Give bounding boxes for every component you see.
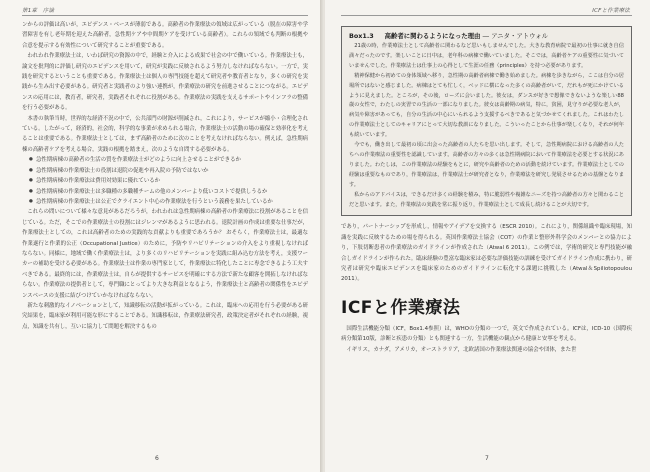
right-running-head-rule bbox=[341, 15, 632, 16]
box-paragraph: 精神保健から初めての身体領域へ移り，急性期の高齢者病棟で働き始めました。病棟を歩きながら，ここは自分の居場所ではないと感じました。病棟はとても忙しく，ベッドに横になった多くの高齢者がいて，だれもが死にかけているように見えました。ところが，その後，ローズに会いました。彼女は，ダンスが好きで想像できないような楽しい88歳の女性で，わたしの実習での生活の一部になりました。彼女は高齢期の病気，特に，貧困，見守りが必要な老人が，病気や障害があっても，自分の生活の中心にいられるよう支援するべきであると気づかせてくれました。これはわたしの作業療法士としてのキャリアにとって大切な教訓になりました。こういったことから仕事が楽しくなり，それが何年も続いています。 bbox=[349, 72, 624, 139]
box-paragraph: 21歳の時，作業療法士として高齢者に関わるなど思いもしませんでした。大きな教育病院で最初の仕事に就き自信満々だったのです。楽しいことに日中は，老年科の病棟で働いていました。そこでは，高齢者ケアの重要性に気づいていませんでした。作業療法士は仕事上の心得として生涯の任務（principles）を持つ必要があります。 bbox=[349, 43, 624, 69]
right-paragraph-after-box: であり，パートナーシップを形成し，情報やアイデアを交換する（ESCR 2010）。これにより，関係組織や臨床現場，知識を実践に反映するための場を得られる。英国作業療法士協会（COT）の作業と整形外科学会のメンバーとの協力により，下肢切断患者の作業療法のガイドラインが作成された（Atwal 6 2011）。この例では，学術的研究と専門技能が融合しガイドラインが作られた。臨床経験の豊富な臨床家は必要な評価技能の訓練を受けてガイドライン作成に携わり，研究者は研究や臨床エビデンスを臨床家のためのガイドラインに転化する課題に挑戦した（Atwal＆Spiliotopoulou 2011）。 bbox=[341, 224, 632, 283]
bullet-item: ● 急性期病棟の作業療法士は公正でクライエント中心の作業療法を行うという義務を果たしているか bbox=[30, 197, 308, 207]
left-paragraph-3: 本書の執筆当時，世界的な経済不況の中で，公共部門の財源が削減され，これにより，サービスが縮小・合理化されている。したがって，経済的，社会的，科学的な事業が求められる場合，作業療法士の活動の場の確保と効率化を考えることは重要である。作業療法士としては，まず高齢者のために次のことを考えなければならない。例えば，急性期病棟の高齢者ケアを考える場合，実践の根拠を踏まえ，次のような自問する必要がある。 bbox=[22, 115, 308, 153]
left-running-head-rule bbox=[22, 15, 308, 16]
box-author: ― アニタ・アトウォル bbox=[482, 32, 549, 40]
left-paragraph-2: われわれ作業療法士は，いわば研究の資源の中で，経験と介入による成果で社会の中で働いている。作業療法士も，論文を批判的に評価し研究のエビデンスを用いて，研究が実践に反映されるよう努力しなければならない。一方で，実践を研究するということも重要である。作業療法士は個人の専門技能を超えて研究者や教育者となり，多くの研究を実践から生み出す必要がある。研究者と実践者のより強い連携が，作業療法の研究を前進させることにつながる。エビデンスの応用には，教育者，研究者，実践者それぞれに役割がある。作業療法の実践を支えるサポートやインフラの整備を行う必要がある。 bbox=[22, 53, 308, 112]
question-bullet-list bbox=[22, 155, 308, 207]
left-paragraph-1: ンからの評価は高いが，エビデンス・ベースが薄弱である。高齢者の作業療法の領域は広がっている（脱在の障害や学習障害を有し老年期を迎えた高齢者，急性期ケアや中間期ケアを受けている高齢者）。これらの領域でも判断の根拠や合意を提示する有効性について研究することが重要である。 bbox=[22, 22, 308, 49]
section-paragraph-2: イギリス，カナダ，アメリカ，オーストラリア，北欧諸国の作業療法関連の協会や団体，また世 bbox=[346, 346, 577, 353]
bullet-item: ● 急性期病棟の作業療法は費用対効果に優れているか bbox=[30, 176, 308, 186]
left-paragraph-5: 新たな刺激的なイノベーションとして，知識移転の活動が拡がっている。これは，臨床への応用を行う必要がある研究結果を，臨床家が利用可能な形にすることである。知識移転は，作業療法研究者，政策決定者がそれぞれの経験，視点，知識を共有し，互いに協力して問題を解決するもの bbox=[22, 302, 308, 330]
box-paragraph: 私からのアドバイスは，できるだけ多くの経験を積み，特に脆弱性や複雑なニーズを持つ高齢者の方々と関わることだと思います。また，作業療法の実践を常に振り返り，作業療法士として成長し続けることが大切です。 bbox=[349, 191, 624, 208]
bullet-item: ● 急性期病棟の作業療法士は多職種の多職種チームの他のメンバーより低いコストで提供しうるか bbox=[30, 187, 308, 197]
box-title bbox=[349, 31, 624, 40]
section-paragraph-1: 国際生活機能分類（ICF，Box1.4参照）は，WHOの分類の一つで，英文で作成されている。ICFは，ICD-10（国際疾病分類第10版，診断と疾患の分類）とも関連する一方，生活機能の観点から健康と安寧を考える。 bbox=[341, 325, 632, 343]
left-running-head: 第1章 序論 bbox=[22, 8, 55, 14]
box-paragraph: 今でも，働き出して最初の頃に出会った高齢者の人たちを思い出します。そして，急性期病院における高齢者の人たちへの作業療法の重要性を認識しています。高齢者の方々の多くは急性期病院において作業療法を必要とする状況にありました。わたしは，この作業療法の経験をもとに，研究や高齢者のための活動を続けています。作業療法士としての経験は重要なものであり，作業療法は，作業療法士が研究者となり，作業療法を研究し発展させるための基盤となります。 bbox=[349, 142, 624, 188]
bullet-item: ● 急性期病棟の作業療法士の役割は退院の促進や再入院の予防ではないか bbox=[30, 166, 308, 176]
sidebar-box bbox=[341, 26, 632, 216]
left-page-number: 6 bbox=[155, 455, 159, 462]
left-body-text bbox=[22, 20, 308, 332]
section-heading: ICFと作業療法 bbox=[341, 297, 461, 318]
box-label: Box1.3 bbox=[349, 32, 374, 40]
left-paragraph-4: これらの問いについて様々な意見があるだろうが，われわれは急性期病棟の高齢者の作業療法に役割があることを信じている。ただ，そこでの作業療法士の役割にはジレンマがあるように思われる。退院計画の作成は重要な仕事だが，作業療法士としての，これは高齢者のための実践的な貢献よりも重要であろうか？ おそらく，作業療法士は，最適な作業遂行と作業的公正（Occupational Justice）のために，予防やリハビリテーションの介入をより重視しなければならない。同様に，地域で働く作業療法士は，より多くのリハビリテーションを実践に組み込む方法を考え，支援ワーカーの補助を受ける必要がある。作業療法士は作業の専門家として，作業療法に特化したことに専念できるよう工夫すべきである。最終的には，作業療法士は，自らが提供するサービスを明確にする方法で新たな顧客を開拓しなければならない。作業療法の提供者として，専門職にとってより大きな利益となるよう，作業療法士と高齢者の関係性をエビデンスベースの支援に結びつけていかなければならない。 bbox=[22, 209, 308, 299]
bullet-item: ● 急性期病棟の高齢者の生活の質を作業療法士がどのように向上させることができるか bbox=[30, 155, 308, 165]
box-heading: 高齢者に関わるようになった理由 bbox=[384, 32, 481, 40]
right-page-number: 7 bbox=[485, 455, 489, 462]
right-running-head: ICFと作業療法 bbox=[592, 8, 630, 14]
left-page bbox=[0, 0, 322, 472]
right-page bbox=[325, 0, 650, 472]
